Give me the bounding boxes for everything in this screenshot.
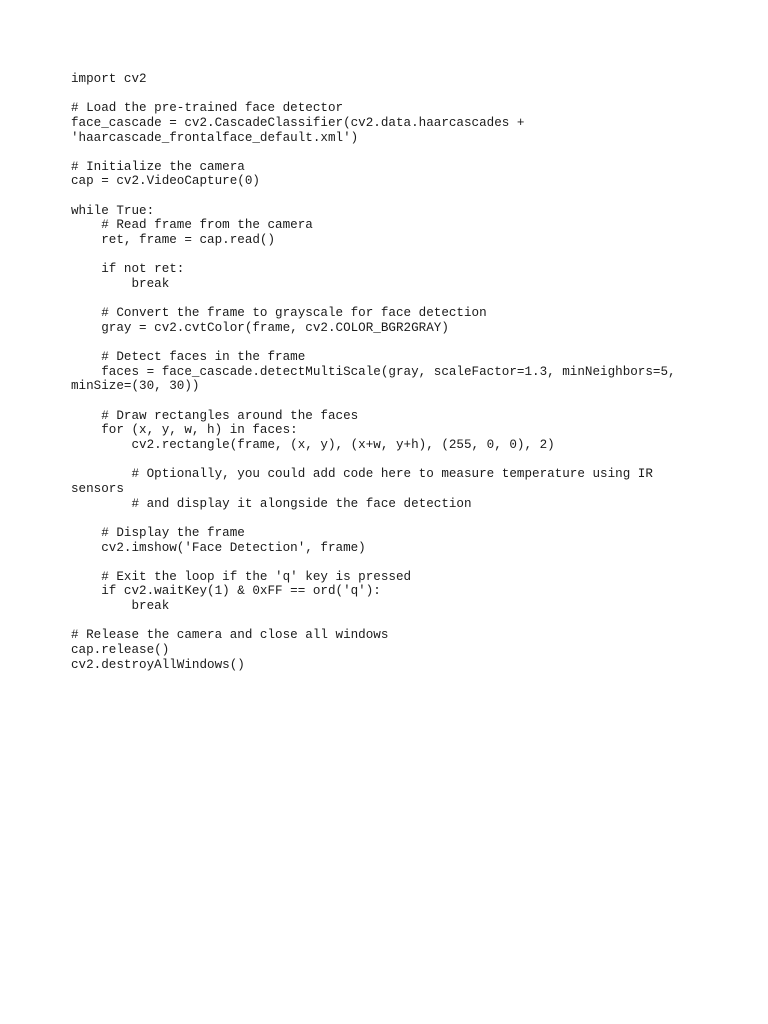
code-line: gray = cv2.cvtColor(frame, cv2.COLOR_BGR2GRAY) (71, 320, 449, 335)
code-line: # Optionally, you could add code here to measure temperature using IR (71, 467, 653, 482)
code-line: break (71, 276, 170, 291)
code-line: for (x, y, w, h) in faces: (71, 423, 298, 438)
code-line: minSize=(30, 30)) (71, 379, 200, 394)
blank-line (71, 336, 691, 351)
blank-line (71, 394, 691, 409)
code-line: 'haarcascade_frontalface_default.xml') (71, 130, 359, 145)
code-line: # Release the camera and close all windows (71, 628, 389, 643)
code-line: # Convert the frame to grayscale for face detection (71, 306, 487, 321)
code-line: cv2.destroyAllWindows() (71, 657, 245, 672)
code-line: cap = cv2.VideoCapture(0) (71, 174, 260, 189)
code-line: cap.release() (71, 642, 170, 657)
code-line: while True: (71, 203, 155, 218)
code-block (71, 72, 691, 672)
code-line: # Exit the loop if the 'q' key is pressed (71, 569, 412, 584)
code-line: sensors (71, 481, 124, 496)
blank-line (71, 87, 691, 102)
code-line: ret, frame = cap.read() (71, 233, 276, 248)
blank-line (71, 511, 691, 526)
blank-line (71, 189, 691, 204)
code-line: if not ret: (71, 262, 185, 277)
blank-line (71, 555, 691, 570)
code-line: break (71, 599, 170, 614)
code-line: cv2.rectangle(frame, (x, y), (x+w, y+h), (255, 0, 0), 2) (71, 438, 555, 453)
blank-line (71, 248, 691, 263)
code-line: faces = face_cascade.detectMultiScale(gray, scaleFactor=1.3, minNeighbors=5, (71, 364, 676, 379)
blank-line (71, 292, 691, 307)
code-line: # and display it alongside the face detection (71, 496, 472, 511)
code-line: # Initialize the camera (71, 159, 245, 174)
blank-line (71, 145, 691, 160)
code-line: # Load the pre-trained face detector (71, 101, 344, 116)
blank-line (71, 614, 691, 629)
code-line: # Read frame from the camera (71, 218, 313, 233)
code-line: # Draw rectangles around the faces (71, 408, 359, 423)
code-line: face_cascade = cv2.CascadeClassifier(cv2.data.haarcascades + (71, 115, 525, 130)
code-line: if cv2.waitKey(1) & 0xFF == ord('q'): (71, 584, 381, 599)
code-line: cv2.imshow('Face Detection', frame) (71, 540, 366, 555)
code-line: import cv2 (71, 72, 147, 86)
code-line: # Display the frame (71, 525, 245, 540)
blank-line (71, 453, 691, 468)
code-line: # Detect faces in the frame (71, 350, 306, 365)
